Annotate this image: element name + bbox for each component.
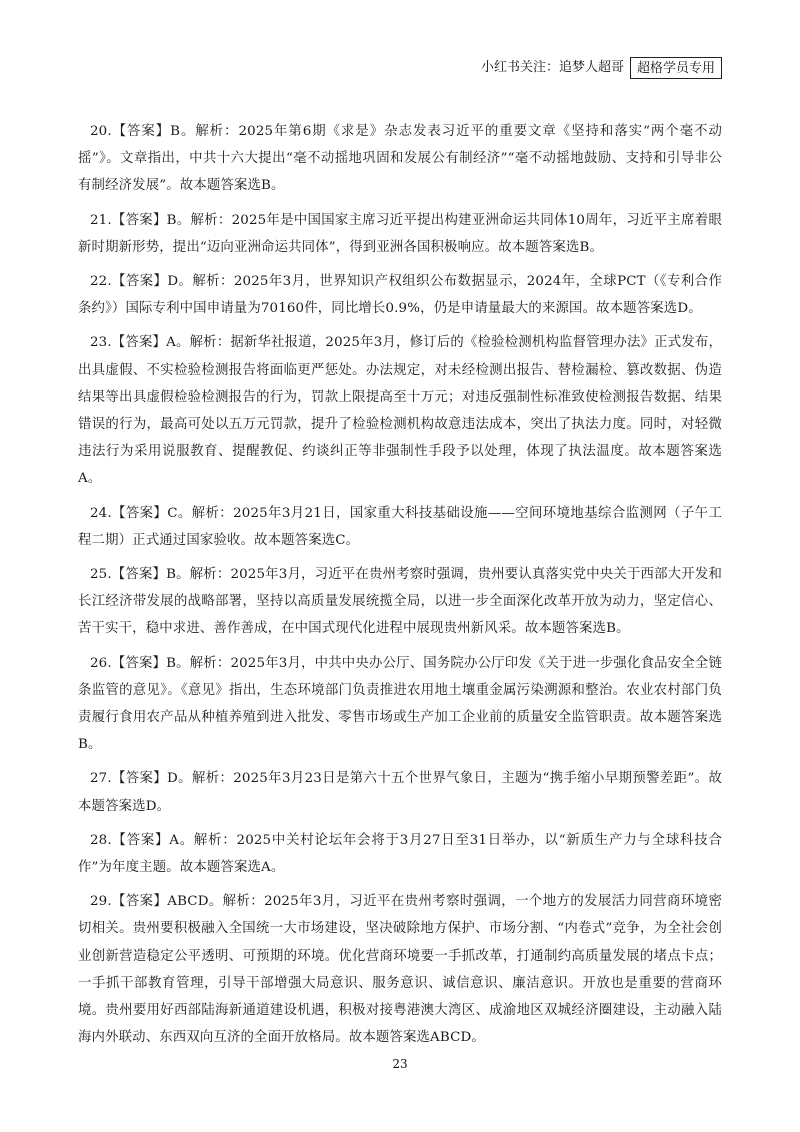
page-header — [481, 57, 722, 79]
answer-entry-20: 20.【答案】B。解析：2025年第6期《求是》杂志发表习近平的重要文章《坚持和落实“两个毫不动摇”》。文章指出，中共十六大提出“毫不动摇地巩固和发展公有制经济”“毫不动摇地鼓励、支持和引导非公有制经济发展”。故本题答案选B。 — [78, 124, 722, 194]
answer-entry-27: 27.【答案】D。解析：2025年3月23日是第六十五个世界气象日，主题为“携手缩小早期预警差距”。故本题答案选D。 — [78, 771, 722, 814]
answer-entry-22: 22.【答案】D。解析：2025年3月，世界知识产权组织公布数据显示，2024年，全球PCT（《专利合作条约》）国际专利中国申请量为70160件，同比增长0.9%，仍是申请量最大的来源国。故本题答案选D。 — [78, 274, 722, 317]
header-note: 小红书关注：追梦人超哥 — [480, 60, 624, 75]
answer-entry-24: 24.【答案】C。解析：2025年3月21日，国家重大科技基础设施——空间环境地基综合监测网（子午工程二期）正式通过国家验收。故本题答案选C。 — [78, 505, 722, 548]
answer-entry-21: 21.【答案】B。解析：2025年是中国国家主席习近平提出构建亚洲命运共同体10周年，习近平主席着眼新时期新形势，提出“迈向亚洲命运共同体”，得到亚洲各国积极响应。故本题答案选B。 — [78, 212, 722, 255]
answer-entry-28: 28.【答案】A。解析：2025中关村论坛年会将于3月27日至31日举办，以“新质生产力与全球科技合作”为年度主题。故本题答案选A。 — [78, 832, 722, 876]
answer-entry-25: 25.【答案】B。解析：2025年3月，习近平在贵州考察时强调，贵州要认真落实党中央关于西部大开发和长江经济带发展的战略部署，坚持以高质量发展统揽全局，以进一步全面深化改革开放为动力，坚定信心、苦干实干，稳中求进、善作善成，在中国式现代化进程中展现贵州新风采。故本题答案选B。 — [78, 567, 722, 637]
answer-entry-26: 26.【答案】B。解析：2025年3月，中共中央办公厅、国务院办公厅印发《关于进一步强化食品安全全链条监管的意见》。《意见》指出，生态环境部门负责推进农用地土壤重金属污染溯源和整治。农业农村部门负责履行食用农产品从种植养殖到进入批发、零售市场或生产加工企业前的质量安全监管职责。故本题答案选B。 — [78, 655, 722, 753]
page-number: 23 — [392, 1057, 408, 1071]
answer-explanations — [78, 118, 722, 1059]
answer-entry-29: 29.【答案】ABCD。解析：2025年3月，习近平在贵州考察时强调，一个地方的发展活力同营商环境密切相关。贵州要积极融入全国统一大市场建设，坚决破除地方保护、市场分割、“内卷式”竞争，为全社会创业创新营造稳定公平透明、可预期的环境。优化营商环境要一手抓改革，打通制约高质量发展的堵点卡点；一手抓干部教育管理，引导干部增强大局意识、服务意识、诚信意识、廉洁意识。开放也是重要的营商环境。贵州要用好西部陆海新通道建设机遇，积极对接粤港澳大湾区、成渝地区双城经济圈建设，主动融入陆海内外联动、东西双向互济的全面开放格局。故本题答案选ABCD。 — [78, 894, 722, 1046]
header-badge: 超格学员专用 — [630, 57, 722, 79]
answer-entry-23: 23.【答案】A。解析：据新华社报道，2025年3月，修订后的《检验检测机构监督管理办法》正式发布，出具虚假、不实检验检测报告将面临更严惩处。办法规定，对未经检测出报告、替检漏检、篡改数据、伪造结果等出具虚假检验检测报告的行为，罚款上限提高至十万元；对违反强制性标准致使检测报告数据、结果错误的行为，最高可处以五万元罚款，提升了检验检测机构故意违法成本，突出了执法力度。同时，对轻微违法行为采用说服教育、提醒教促、约谈纠正等非强制性手段予以处理，体现了执法温度。故本题答案选A。 — [78, 335, 722, 487]
